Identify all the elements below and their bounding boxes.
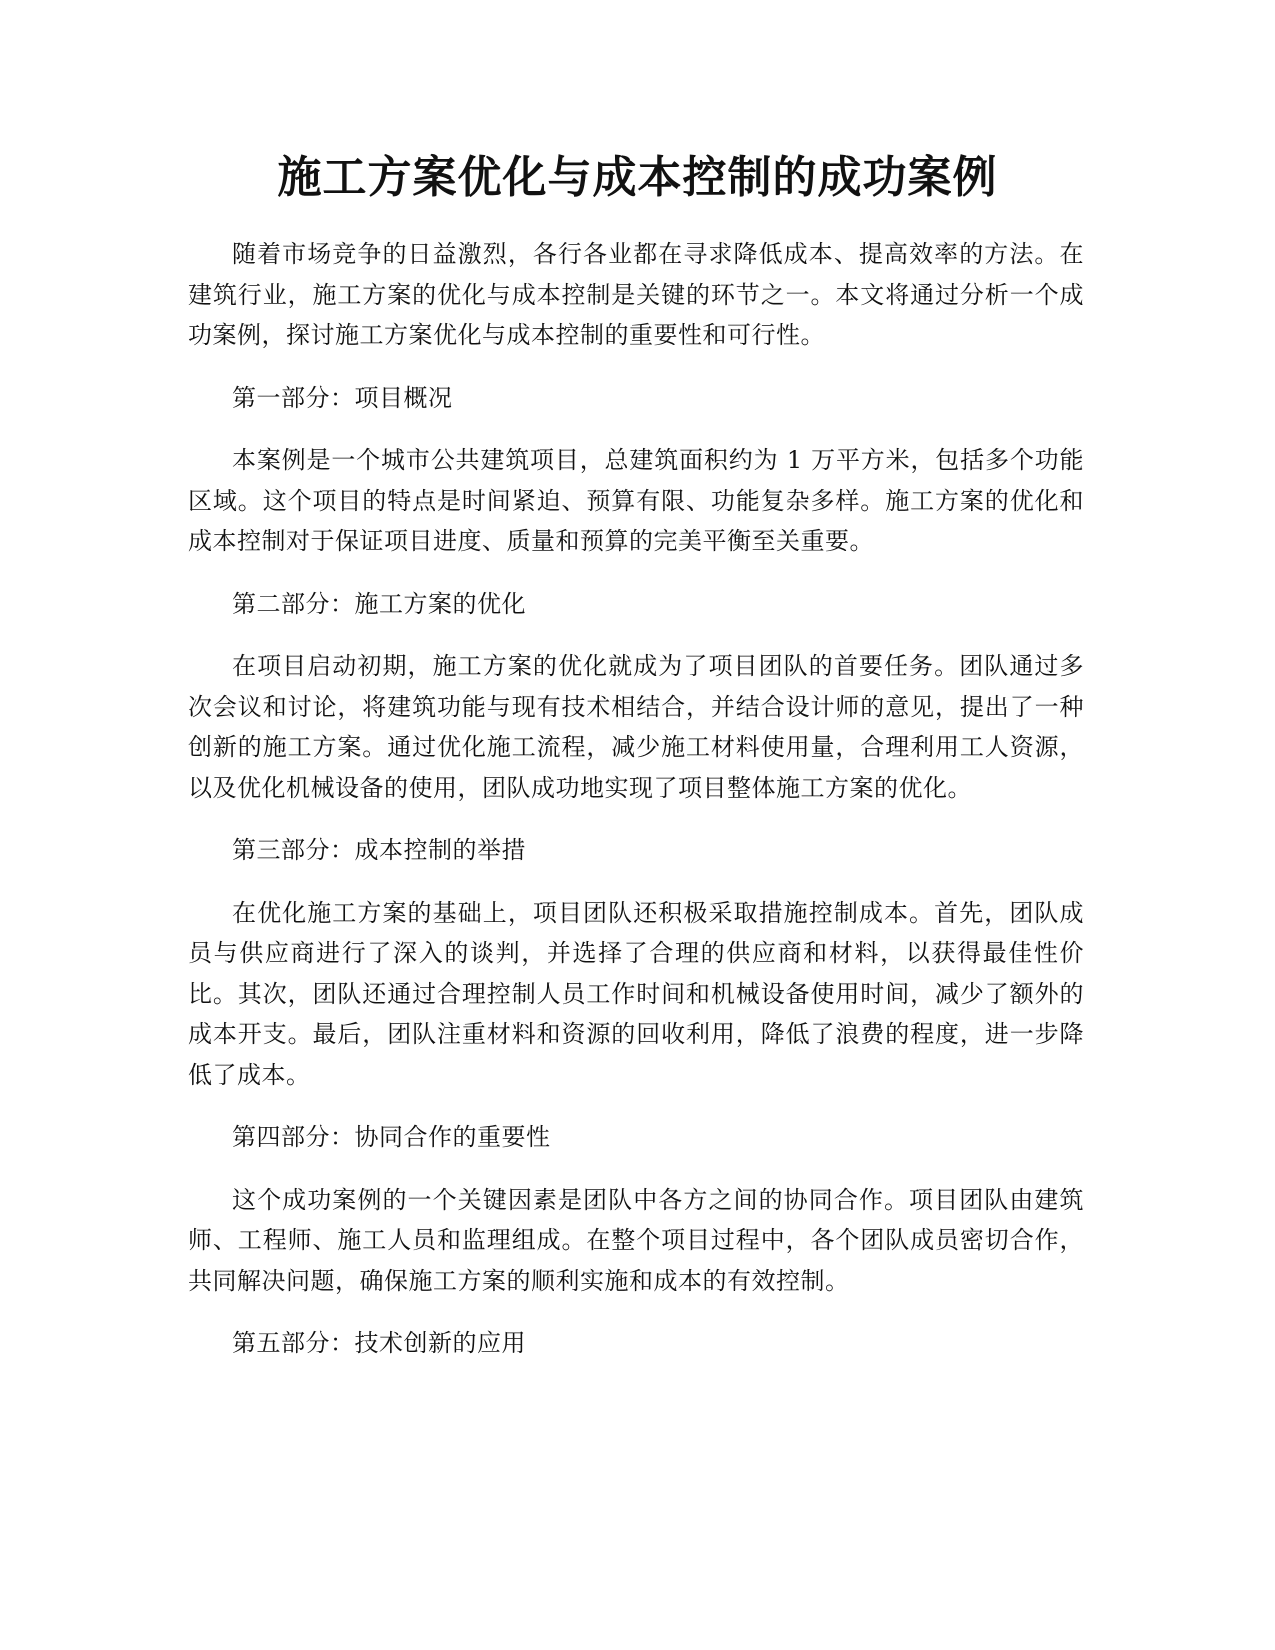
section-paragraph-3: 在优化施工方案的基础上，项目团队还积极采取措施控制成本。首先，团队成员与供应商进行了深入的谈判，并选择了合理的供应商和材料，以获得最佳性价比。其次，团队还通过合理控制人员工作时间和机械设备使用时间，减少了额外的成本开支。最后，团队注重材料和资源的回收利用，降低了浪费的程度，进一步降低了成本。	[188, 898, 1084, 1089]
section-heading-2: 第二部分：施工方案的优化	[232, 589, 526, 618]
section-heading-5: 第五部分：技术创新的应用	[232, 1329, 526, 1357]
document-body	[188, 234, 1084, 1386]
document-title: 施工方案优化与成本控制的成功案例	[277, 152, 998, 203]
section-paragraph-1: 本案例是一个城市公共建筑项目，总建筑面积约为 1 万平方米，包括多个功能区域。这个项目的特点是时间紧迫、预算有限、功能复杂多样。施工方案的优化和成本控制对于保证项目进度、质量和预算的完美平衡至关重要。	[188, 446, 1084, 555]
section-paragraph-2: 在项目启动初期，施工方案的优化就成为了项目团队的首要任务。团队通过多次会议和讨论，将建筑功能与现有技术相结合，并结合设计师的意见，提出了一种创新的施工方案。通过优化施工流程，减少施工材料使用量，合理利用工人资源，以及优化机械设备的使用，团队成功地实现了项目整体施工方案的优化。	[188, 652, 1084, 802]
intro-paragraph: 随着市场竞争的日益激烈，各行各业都在寻求降低成本、提高效率的方法。在建筑行业，施工方案的优化与成本控制是关键的环节之一。本文将通过分析一个成功案例，探讨施工方案优化与成本控制的重要性和可行性。	[188, 240, 1084, 349]
section-heading-1: 第一部分：项目概况	[232, 383, 453, 412]
section-paragraph-4: 这个成功案例的一个关键因素是团队中各方之间的协同合作。项目团队由建筑师、工程师、施工人员和监理组成。在整个项目过程中，各个团队成员密切合作，共同解决问题，确保施工方案的顺利实施和成本的有效控制。	[188, 1185, 1084, 1295]
section-heading-3: 第三部分：成本控制的举措	[232, 836, 526, 864]
section-heading-4: 第四部分：协同合作的重要性	[232, 1123, 551, 1151]
